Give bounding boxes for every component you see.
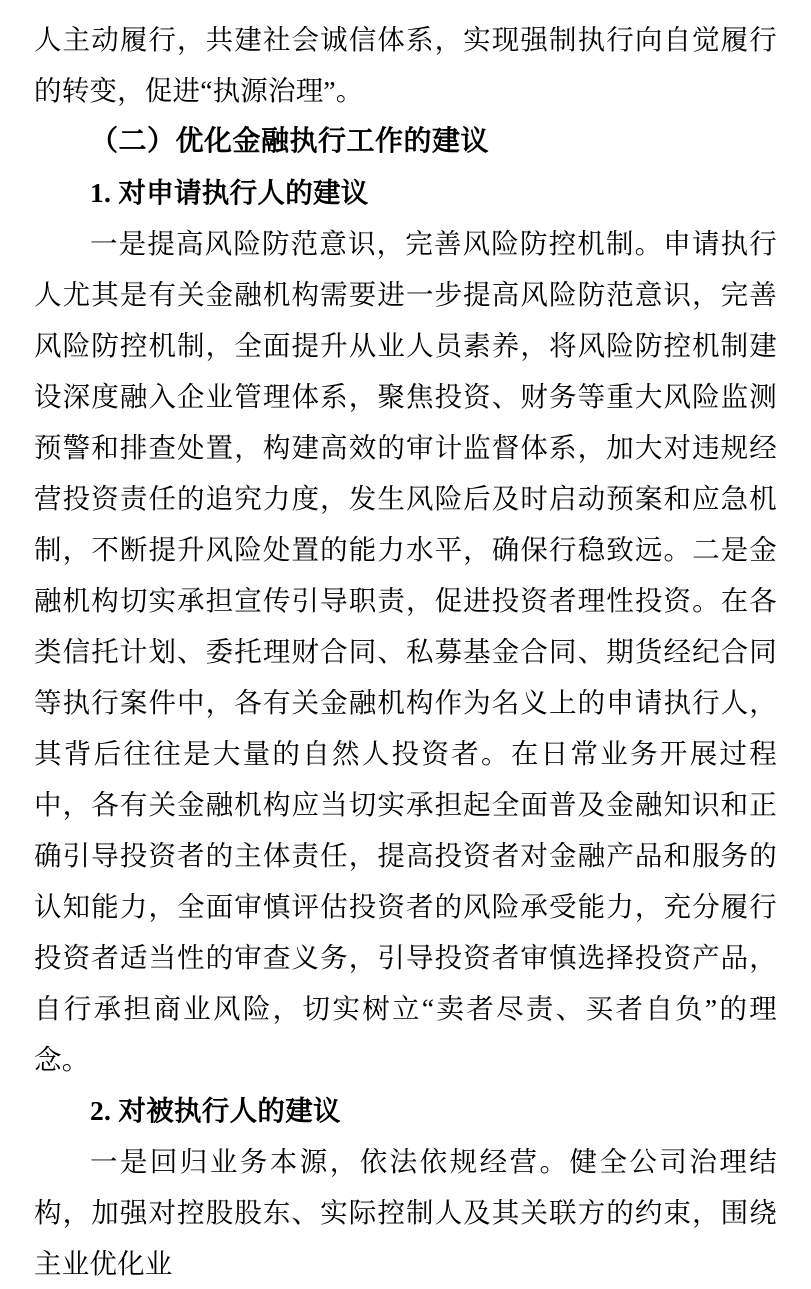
paragraph-advice-to-respondent: 一是回归业务本源，依法依规经营。健全公司治理结构，加强对控股股东、实际控制人及其关联方的约束，围绕主业优化业 (34, 1146, 777, 1279)
section-heading-optimize-financial-enforcement: （二）优化金融执行工作的建议 (90, 126, 490, 157)
subheading-advice-to-respondent: 2. 对被执行人的建议 (90, 1095, 341, 1126)
subheading-advice-to-applicant: 1. 对申请执行人的建议 (90, 177, 369, 208)
paragraph-advice-to-applicant: 一是提高风险防范意识，完善风险防控机制。申请执行人尤其是有关金融机构需要进一步提高风险防范意识，完善风险防控机制，全面提升从业人员素养，将风险防控机制建设深度融入企业管理体系，聚焦投资、财务等重大风险监测预警和排查处置，构建高效的审计监督体系，加大对违规经营投资责任的追究力度，发生风险后及时启动预案和应急机制，不断提升风险处置的能力水平，确保行稳致远。二是金融机构切实承担宣传引导职责，促进投资者理性投资。在各类信托计划、委托理财合同、私募基金合同、期货经纪合同等执行案件中，各有关金融机构作为名义上的申请执行人，其背后往往是大量的自然人投资者。在日常业务开展过程中，各有关金融机构应当切实承担起全面普及金融知识和正确引导投资者的主体责任，提高投资者对金融产品和服务的认知能力，全面审慎评估投资者的风险承受能力，充分履行投资者适当性的审查义务，引导投资者审慎选择投资产品，自行承担商业风险，切实树立“卖者尽责、买者自负”的理念。 (34, 228, 777, 1075)
paragraph-continuation: 人主动履行，共建社会诚信体系，实现强制执行向自觉履行的转变，促进“执源治理”。 (34, 24, 777, 106)
